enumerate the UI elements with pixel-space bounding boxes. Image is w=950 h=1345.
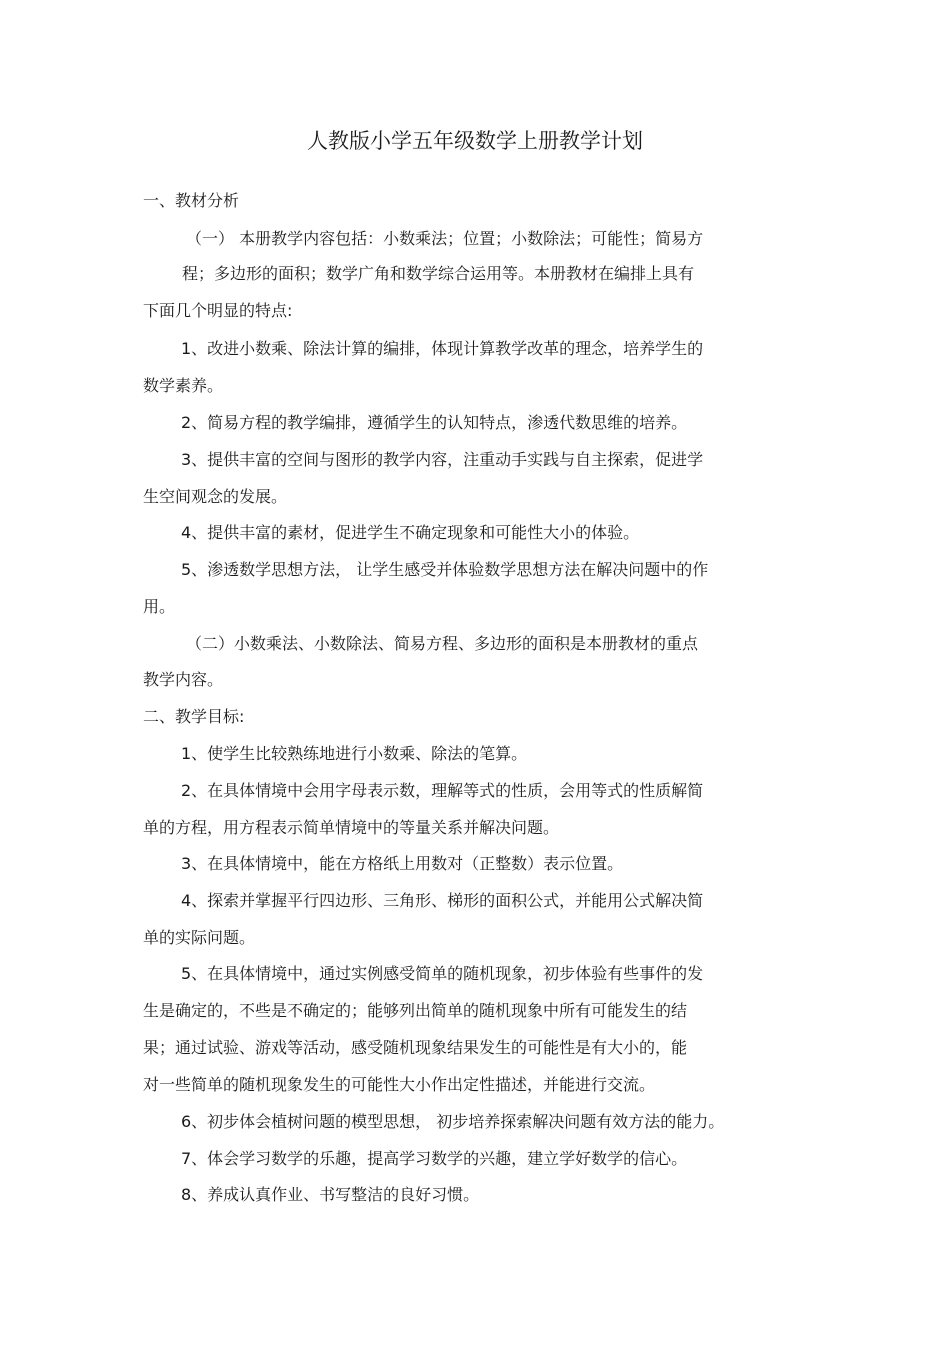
paragraph-line: 数学素养。 <box>143 376 224 395</box>
list-item: 5、渗透数学思想方法， 让学生感受并体验数学思想方法在解决问题中的作 <box>181 560 709 579</box>
document-title: 人教版小学五年级数学上册教学计划 <box>307 129 643 153</box>
list-item: 7、体会学习数学的乐趣，提高学习数学的兴趣，建立学好数学的信心。 <box>181 1149 688 1168</box>
list-item: 1、改进小数乘、除法计算的编排，体现计算教学改革的理念，培养学生的 <box>181 339 704 358</box>
section-heading-goals: 二、教学目标: <box>143 707 245 726</box>
section-heading-materials: 一、教材分析 <box>143 191 240 210</box>
list-item: 3、在具体情境中，能在方格纸上用数对（正整数）表示位置。 <box>181 854 624 873</box>
paragraph-line: 下面几个明显的特点: <box>143 301 293 320</box>
paragraph-line: （二）小数乘法、小数除法、简易方程、多边形的面积是本册教材的重点 <box>186 634 699 653</box>
paragraph-line: （一） 本册教学内容包括：小数乘法；位置；小数除法；可能性；简易方 <box>186 229 704 248</box>
list-item: 5、在具体情境中，通过实例感受简单的随机现象，初步体验有些事件的发 <box>181 964 704 983</box>
list-item: 2、在具体情境中会用字母表示数，理解等式的性质，会用等式的性质解简 <box>181 781 704 800</box>
paragraph-line: 果；通过试验、游戏等活动，感受随机现象结果发生的可能性是有大小的，能 <box>143 1038 688 1057</box>
paragraph-line: 生空间观念的发展。 <box>143 487 288 506</box>
paragraph-line: 生是确定的，不些是不确定的；能够列出简单的随机现象中所有可能发生的结 <box>143 1001 688 1020</box>
paragraph-line: 单的实际问题。 <box>143 928 256 947</box>
list-item: 4、提供丰富的素材，促进学生不确定现象和可能性大小的体验。 <box>181 523 640 542</box>
paragraph-line: 用。 <box>143 597 176 616</box>
list-item: 6、初步体会植树问题的模型思想， 初步培养探索解决问题有效方法的能力。 <box>181 1112 725 1131</box>
list-item: 1、使学生比较熟练地进行小数乘、除法的笔算。 <box>181 744 528 763</box>
paragraph-line: 教学内容。 <box>143 670 224 689</box>
paragraph-line: 单的方程，用方程表示简单情境中的等量关系并解决问题。 <box>143 818 560 837</box>
list-item: 3、提供丰富的空间与图形的教学内容，注重动手实践与自主探索，促进学 <box>181 450 704 469</box>
list-item: 8、养成认真作业、书写整洁的良好习惯。 <box>181 1185 480 1204</box>
list-item: 4、探索并掌握平行四边形、三角形、梯形的面积公式，并能用公式解决简 <box>181 891 704 910</box>
list-item: 2、简易方程的教学编排，遵循学生的认知特点，渗透代数思维的培养。 <box>181 413 688 432</box>
paragraph-line: 程；多边形的面积；数学广角和数学综合运用等。本册教材在编排上具有 <box>182 264 695 283</box>
paragraph-line: 对一些简单的随机现象发生的可能性大小作出定性描述，并能进行交流。 <box>143 1075 656 1094</box>
